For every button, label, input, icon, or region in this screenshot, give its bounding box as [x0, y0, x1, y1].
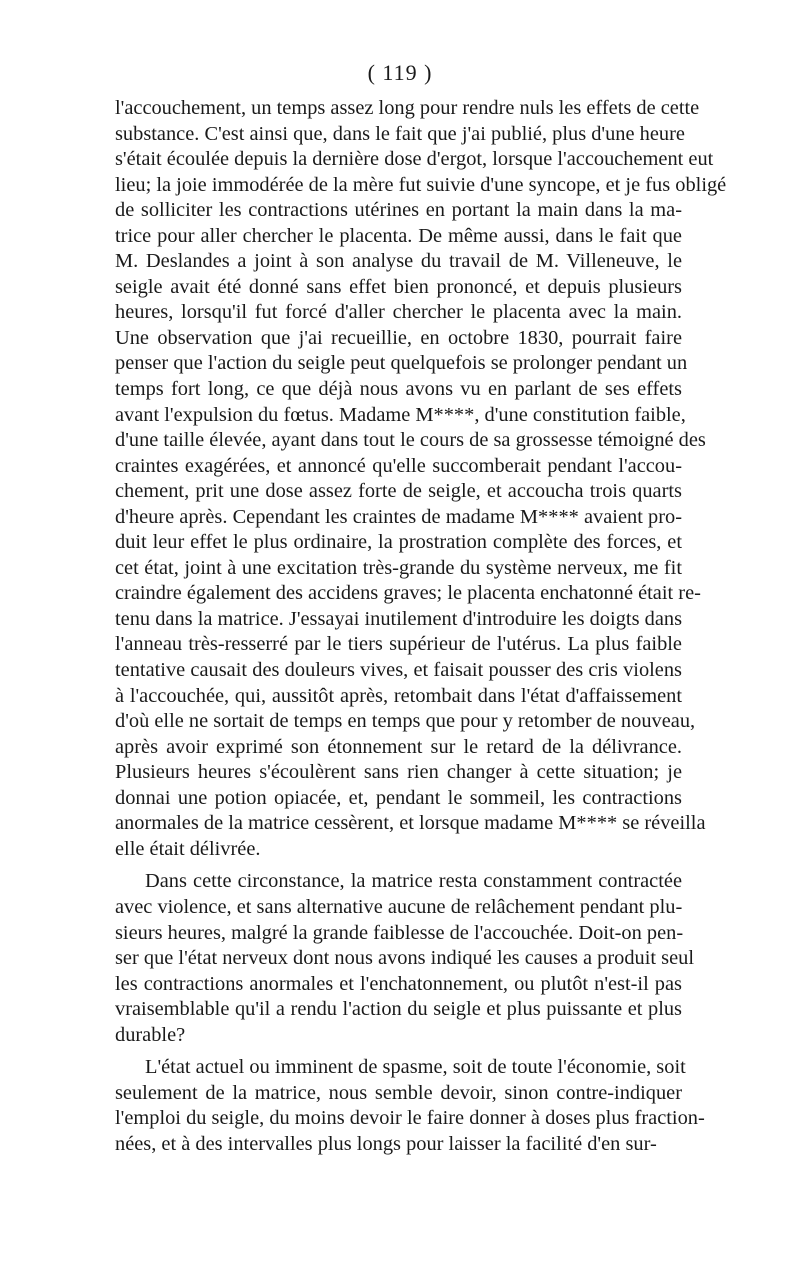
- text-line: vraisemblable qu'il a rendu l'action du seigle et plus puissante et plus: [115, 998, 682, 1021]
- text-line: craindre également des accidens graves; le placenta enchatonné était re-: [115, 582, 701, 605]
- text-line: elle était délivrée.: [115, 837, 261, 860]
- text-line: cet état, joint à une excitation très-grande du système nerveux, me fit: [115, 556, 682, 579]
- text-line: M. Deslandes a joint à son analyse du travail de M. Villeneuve, le: [115, 250, 682, 273]
- text-line: sieurs heures, malgré la grande faiblesse de l'accouchée. Doit-on pen-: [115, 921, 684, 944]
- text-line: durable?: [115, 1023, 186, 1046]
- text-line: avec violence, et sans alternative aucune de relâchement pendant plu-: [115, 895, 683, 918]
- text-line: seigle avait été donné sans effet bien prononcé, et depuis plusieurs: [115, 275, 682, 298]
- text-line: l'anneau très-resserré par le tiers supérieur de l'utérus. La plus faible: [115, 633, 682, 656]
- text-line: tentative causait des douleurs vives, et faisait pousser des cris violens: [115, 659, 682, 682]
- text-line: ser que l'état nerveux dont nous avons indiqué les causes a produit seul: [115, 947, 695, 970]
- text-line: l'emploi du seigle, du moins devoir le faire donner à doses plus fraction-: [115, 1107, 705, 1130]
- paragraph-spacer: [115, 862, 682, 869]
- text-line: d'où elle ne sortait de temps en temps que pour y retomber de nouveau,: [115, 710, 696, 733]
- text-line: Plusieurs heures s'écoulèrent sans rien changer à cette situation; je: [115, 761, 682, 784]
- text-line: nées, et à des intervalles plus longs pour laisser la facilité d'en sur-: [115, 1132, 657, 1155]
- text-line: duit leur effet le plus ordinaire, la prostration complète des forces, et: [115, 531, 682, 554]
- text-line: trice pour aller chercher le placenta. De même aussi, dans le fait que: [115, 224, 682, 247]
- text-line: temps fort long, ce que déjà nous avons vu en parlant de ses effets: [115, 378, 682, 401]
- body-text: [115, 96, 727, 1157]
- text-line: les contractions anormales et l'enchatonnement, ou plutôt n'est-il pas: [115, 972, 682, 995]
- text-line: tenu dans la matrice. J'essayai inutilement d'introduire les doigts dans: [115, 607, 682, 630]
- text-line: craintes exagérées, et annoncé qu'elle succomberait pendant l'accou-: [115, 454, 682, 477]
- paragraph: [115, 96, 727, 862]
- text-line: chement, prit une dose assez forte de seigle, et accoucha trois quarts: [115, 480, 682, 503]
- text-line: donnai une potion opiacée, et, pendant le sommeil, les contractions: [115, 786, 682, 809]
- text-line: d'une taille élevée, ayant dans tout le cours de sa grossesse témoigné des: [115, 429, 706, 452]
- page-number: ( 119 ): [367, 60, 433, 85]
- paragraph: [115, 1055, 705, 1157]
- text-line: à l'accouchée, qui, aussitôt après, retombait dans l'état d'affaissement: [115, 684, 682, 707]
- text-line: après avoir exprimé son étonnement sur le retard de la délivrance.: [115, 735, 682, 758]
- text-line: Une observation que j'ai recueillie, en octobre 1830, pourrait faire: [115, 326, 682, 349]
- text-line: substance. C'est ainsi que, dans le fait que j'ai publié, plus d'une heure: [115, 122, 685, 145]
- text-line: l'accouchement, un temps assez long pour rendre nuls les effets de cette: [115, 97, 700, 119]
- text-line: seulement de la matrice, nous semble devoir, sinon contre-indiquer: [115, 1081, 682, 1104]
- paragraph-spacer: [115, 1048, 682, 1055]
- paragraph: [115, 869, 695, 1048]
- text-line: s'était écoulée depuis la dernière dose d'ergot, lorsque l'accouchement eut: [115, 148, 714, 171]
- text-line: Dans cette circonstance, la matrice resta constamment contractée: [145, 870, 682, 893]
- text-line: lieu; la joie immodérée de la mère fut suivie d'une syncope, et je fus obligé: [115, 173, 727, 196]
- text-line: de solliciter les contractions utérines en portant la main dans la ma-: [115, 199, 682, 222]
- text-line: penser que l'action du seigle peut quelquefois se prolonger pendant un: [115, 352, 688, 375]
- text-line: anormales de la matrice cessèrent, et lorsque madame M**** se réveilla: [115, 812, 706, 835]
- text-line: heures, lorsqu'il fut forcé d'aller chercher le placenta avec la main.: [115, 301, 682, 324]
- text-line: L'état actuel ou imminent de spasme, soit de toute l'économie, soit: [145, 1056, 686, 1079]
- text-line: d'heure après. Cependant les craintes de madame M**** avaient pro-: [115, 505, 682, 528]
- text-line: avant l'expulsion du fœtus. Madame M****, d'une constitution faible,: [115, 403, 686, 426]
